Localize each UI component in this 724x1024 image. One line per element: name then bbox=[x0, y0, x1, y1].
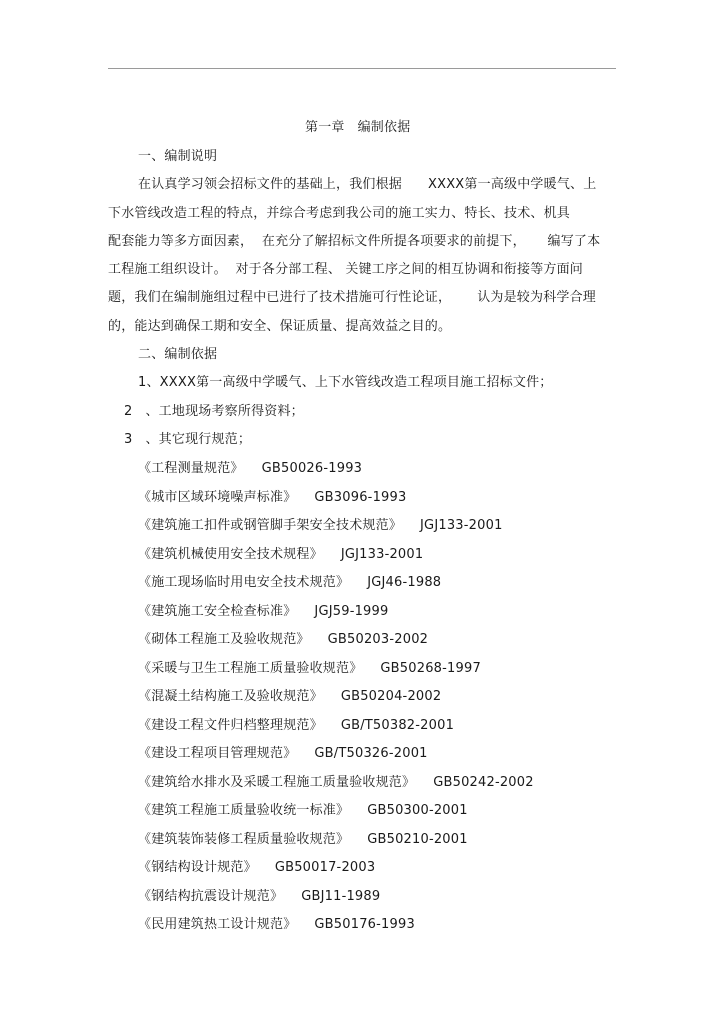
standard-name: 《建筑装饰装修工程质量验收规范》 bbox=[138, 832, 350, 847]
standard-name: 《建筑给水排水及采暖工程施工质量验收规范》 bbox=[138, 775, 416, 790]
standard-code: GB50203-2002 bbox=[327, 632, 429, 647]
standard-row bbox=[138, 661, 481, 677]
standard-name: 《工程测量规范》 bbox=[138, 461, 244, 476]
standard-code: JGJ133-2001 bbox=[340, 547, 424, 562]
standard-name: 《施工现场临时用电安全技术规范》 bbox=[138, 575, 350, 590]
standard-code: GB50300-2001 bbox=[367, 803, 468, 818]
standard-code: GB50268-1997 bbox=[380, 661, 481, 676]
standard-name: 《砌体工程施工及验收规范》 bbox=[138, 632, 310, 647]
standard-row bbox=[138, 832, 468, 848]
standard-code: JGJ59-1999 bbox=[314, 604, 389, 619]
standard-name: 《建筑工程施工质量验收统一标准》 bbox=[138, 803, 350, 818]
paragraph-line: 的，能达到确保工期和安全、保证质量、提高效益之目的。 bbox=[108, 319, 452, 334]
standard-row bbox=[138, 803, 468, 819]
basis-item: 1、XXXX第一高级中学暖气、上下水管线改造工程项目施工招标文件； bbox=[138, 375, 553, 390]
standard-name: 《建筑机械使用安全技术规程》 bbox=[138, 547, 323, 562]
standard-name: 《混凝土结构施工及验收规范》 bbox=[138, 689, 323, 704]
standard-code: GB/T50382-2001 bbox=[340, 718, 455, 733]
standard-row bbox=[138, 604, 388, 620]
paragraph-line: 题，我们在编制施组过程中已进行了技术措施可行性论证， 认为是较为科学合理 bbox=[108, 290, 596, 305]
standard-row bbox=[138, 917, 415, 933]
standard-code: GB50242-2002 bbox=[433, 775, 534, 790]
standard-name: 《采暖与卫生工程施工质量验收规范》 bbox=[138, 661, 363, 676]
standard-row bbox=[138, 746, 428, 762]
section-heading-2: 二、编制依据 bbox=[138, 347, 218, 362]
standard-name: 《民用建筑热工设计规范》 bbox=[138, 917, 297, 932]
standard-row bbox=[138, 575, 441, 591]
standard-row bbox=[138, 547, 423, 563]
standard-code: JGJ133-2001 bbox=[420, 518, 503, 533]
standard-row bbox=[138, 689, 441, 705]
standard-row bbox=[138, 632, 428, 648]
standard-name: 《建筑施工扣件或钢管脚手架安全技术规范》 bbox=[138, 518, 403, 533]
standard-name: 《建筑施工安全检查标准》 bbox=[138, 604, 297, 619]
standard-name: 《建设工程文件归档整理规范》 bbox=[138, 718, 323, 733]
paragraph-line: 配套能力等多方面因素， 在充分了解招标文件所提各项要求的前提下， 编写了本 bbox=[108, 234, 601, 249]
basis-item: 3 、其它现行规范； bbox=[124, 432, 252, 447]
standard-code: GB/T50326-2001 bbox=[314, 746, 428, 761]
paragraph-line: 工程施工组织设计。 对于各分部工程、 关键工序之间的相互协调和衔接等方面问 bbox=[108, 262, 583, 277]
standard-code: JGJ46-1988 bbox=[367, 575, 442, 590]
standard-row bbox=[138, 775, 534, 791]
chapter-title: 第一章 编制依据 bbox=[305, 120, 411, 135]
standard-row bbox=[138, 490, 406, 506]
standard-code: GB50176-1993 bbox=[314, 917, 415, 932]
standard-name: 《城市区域环境噪声标准》 bbox=[138, 490, 297, 505]
standard-code: GB50026-1993 bbox=[261, 461, 363, 476]
standard-row bbox=[138, 718, 454, 734]
standard-code: GB50204-2002 bbox=[340, 689, 442, 704]
standard-name: 《钢结构抗震设计规范》 bbox=[138, 889, 284, 904]
standard-name: 《建设工程项目管理规范》 bbox=[138, 746, 297, 761]
basis-item: 2 、工地现场考察所得资料； bbox=[124, 404, 304, 419]
paragraph-line: 下水管线改造工程的特点，并综合考虑到我公司的施工实力、特长、技术、机具 bbox=[108, 206, 571, 221]
standard-row bbox=[138, 461, 362, 477]
standard-row bbox=[138, 889, 380, 905]
paragraph-line: 在认真学习领会招标文件的基础上，我们根据 XXXX第一高级中学暖气、上 bbox=[138, 177, 597, 192]
standard-code: GB50210-2001 bbox=[367, 832, 468, 847]
standard-row bbox=[138, 860, 375, 876]
standard-code: GB50017-2003 bbox=[274, 860, 376, 875]
standard-name: 《钢结构设计规范》 bbox=[138, 860, 257, 875]
section-heading-1: 一、编制说明 bbox=[138, 149, 218, 164]
standard-code: GB3096-1993 bbox=[314, 490, 407, 505]
header-rule bbox=[108, 68, 616, 69]
standard-row bbox=[138, 518, 503, 534]
standard-code: GBJ11-1989 bbox=[301, 889, 381, 904]
